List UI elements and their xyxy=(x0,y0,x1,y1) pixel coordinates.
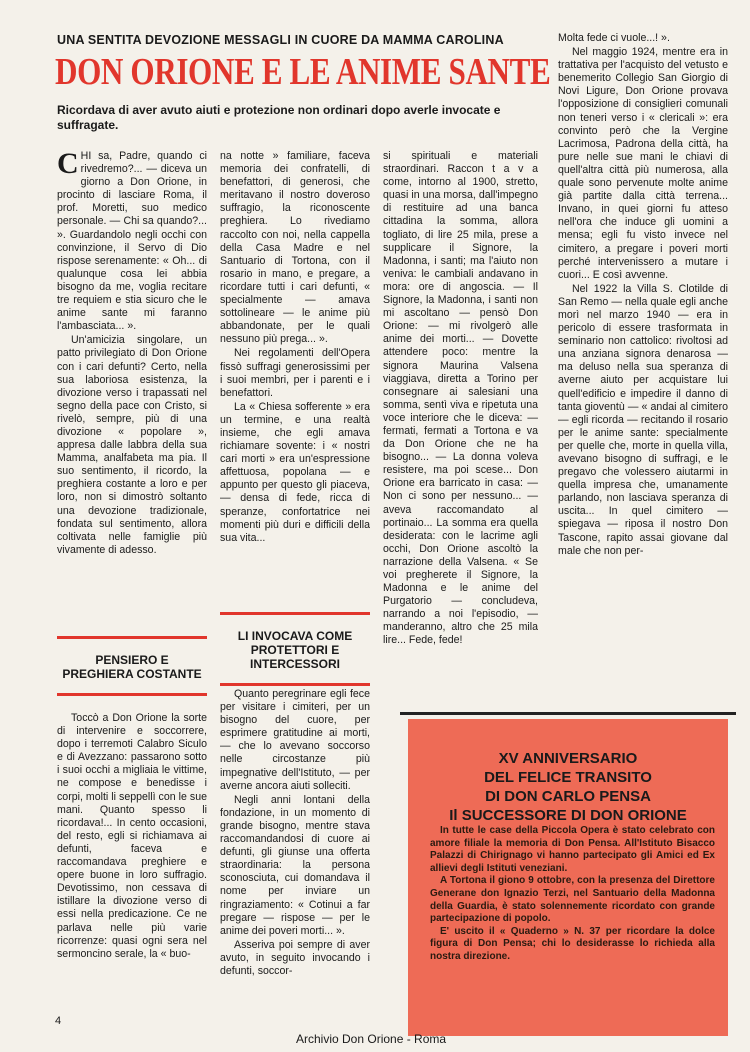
box-body xyxy=(430,825,715,964)
paragraph: Asseriva poi sempre di aver avuto, in seguito invocando i defunti, soccor- xyxy=(220,938,370,977)
section-heading-2 xyxy=(220,612,370,686)
box-title-line: DI DON CARLO PENSA xyxy=(485,788,651,805)
box-title-line: Il SUCCESSORE DI DON ORIONE xyxy=(449,807,687,824)
paragraph: Nei regolamenti dell'Opera fissò suffragi generosissimi per i suoi membri, per i parenti e i benefattori. xyxy=(220,347,370,399)
paragraph: Toccò a Don Orione la sorte di intervenire e soccorrere, dopo i terremoti Calabro Siculo e di Avezzano: passarono sotto i suoi occhi a migliaia le vittime, ne compose e benedisse i corpi, molti li seppellì con le sue mani. Quanto spesso li ricordava!... In cento occasioni, del resto, egli si richiamava ai defunti, faceva e raccomandava preghiere e opere buone in loro suffragio. Devotissimo, non cessava di istillare la divozione verso di essi nella predicazione. Ce ne parlava nelle più varie ricorrenze: quasi ogni sera nel sermoncino serale, la « buo- xyxy=(57,712,207,960)
box-paragraph: A Tortona il giono 9 ottobre, con la presenza del Direttore Generane don Ignazio Terzi, nel Santuario della Madonna della Guardia, è stato solennemente ricordato con grande partecipazione di popolo. xyxy=(430,875,715,925)
paragraph: Molta fede ci vuole...! ». xyxy=(558,32,670,44)
box-top-border xyxy=(400,712,736,715)
paragraph xyxy=(57,150,207,333)
paragraph: Nel 1922 la Villa S. Clotilde di San Remo — nella quale egli anche morì nel marzo 1940 — era in pericolo di essere trasformata in seminario non cattolico: rivoltosi ad una anziana signora denarosa — ma deluso nella sua speranza di averne aiuto per acquistare lui quell'edificio e impedire il danno di tanta gioventù — « andai al cimitero — egli ricorda — recitando il rosario per le anime sante: specialmente per quelle che, morte in quella villa, avevano bisogno di suffragi, e le pregavo che volessero aiutarmi in quella impresa che, umanamente parlando, non lasciava speranza di uscita... In quel cimitero — spiegava — riposa il nostro Don Tascone, rapito assai giovane dal male che non per- xyxy=(558,282,728,557)
section-title: PENSIERO E PREGHIERA COSTANTE xyxy=(62,653,202,681)
article-column-1 xyxy=(57,150,207,638)
paragraph: Negli anni lontani della fondazione, in un momento di grande bisogno, mentre stava raccomandandosi di cuore ai defunti, gli giunse una offerta straordinaria: la persona sconosciuta, cui domandava il nome per inviare un ringraziamento: « Cotinui a far pregare — rispose — per le anime dei poveri morti... ». xyxy=(220,793,370,937)
archive-caption: Archivio Don Orione - Roma xyxy=(296,1032,447,1046)
box-paragraph: E' uscito il « Quaderno » N. 37 per ricordare la dolce figura di Don Pensa; chi lo desiderasse lo richieda alla nostra direzione. xyxy=(430,925,715,962)
article-column-1b xyxy=(57,712,207,1008)
paragraph: Un'amicizia singolare, un patto privilegiato di Don Orione con i cari defunti? Certo, nella sua laboriosa esistenza, la divozione verso i trapassati nel segno della pace con Cristo, si rivelò, sempre, più di una divozione « popolare », appresa dalle labbra della sua Mamma, analfabeta ma pia. Il suo sentimento, il ricordo, la preghiera costante a loro e per loro, non si dimostrò soltanto una devozione tradizionale, fondata sul sentimento, allora coltivata nelle famiglie più vivamente di adesso. xyxy=(57,334,207,556)
box-paragraph: In tutte le case della Piccola Opera è stato celebrato con amore filiale la memoria di Don Pensa. All'Istituto Bisacco Palazzi di Chirignago vi hanno partecipato gli Amici ed Ex allievi degli Istituti veneziani. xyxy=(430,825,715,874)
paragraph-text: HI sa, Padre, quando ci rivedremo?... — diceva un giorno a Don Orione, in procinto di lasciare Roma, il prof. Moretti, suo medico personale. — Chi sa quando?... ». Guardandolo negli occhi con convinzione, il Servo di Dio rispose serenamente: « Oh... di qualunque cosa lei abbia bisogno da me, voglia recitare tre requiem e stia sicuro che le anime sante mi faranno l'ambasciata... ». xyxy=(57,150,207,333)
box-title xyxy=(408,749,728,825)
box-title-line: XV ANNIVERSARIO xyxy=(498,750,638,767)
drop-cap: C xyxy=(57,150,79,180)
paragraph: Quanto peregrinare egli fece per visitare i cimiteri, per un bisogno del cuore, per esprimere gratitudine ai morti, — che lo avevano soccorso nelle circostanze più impegnative dell'Istituto, — per averne ancora aiuti solleciti. xyxy=(220,688,370,792)
anniversary-box xyxy=(408,719,728,1036)
page-number: 4 xyxy=(55,1015,62,1027)
kicker: UNA SENTITA DEVOZIONE MESSAGLI IN CUORE DA MAMMA CAROLINA xyxy=(57,33,504,47)
subtitle: Ricordava di aver avuto aiuti e protezione non ordinari dopo averle invocate e suffragate. xyxy=(57,103,501,132)
article-column-4 xyxy=(558,32,728,694)
paragraph: na notte » familiare, faceva memoria dei confratelli, di benefattori, di generosi, che meritavano il nostro doveroso suffragio, la riconoscente preghiera. Lo rivediamo raccolto con noi, nella cappella della Casa Madre e nel Santuario di Tortona, con il rosario in mano, e pregare, a ricordare tutti i cari defunti, « specialmente — amava sottolineare — le anime più abbandonate, per le quali nessuno più prega... ». xyxy=(220,150,370,346)
article-column-2b xyxy=(220,688,370,1008)
divider xyxy=(57,693,207,696)
section-heading-1 xyxy=(57,636,207,696)
divider xyxy=(220,683,370,686)
article-column-3 xyxy=(383,150,538,690)
paragraph: si spirituali e materiali straordinari. Raccon t a v a come, intorno al 1900, stretto, quasi in una morsa, dall'impegno di restituire ad una banca cittadina la somma, allora togliato, di lire 25 mila, prese a supplicare il Signore, la Madonna, i santi; ma l'aiuto non veniva: le cambiali andavano in mora: ore di angoscia. — Il Signore, la Madonna, i santi non mi ascoltano — pensò Don Orione: — mi rivolgerò alle anime dei morti... — Dovette attendere poco: mentre la signora Maurina Valsena viaggiava, diretta a Torino per consegnare ai salesiani una somma, sentì viva e ripetuta una voce interiore che le diceva: — fermati, fermati a Tortona e va da Don Orione che ne ha bisogno... — La donna voleva resistere, ma poi scese... Don Orione era barricato in casa: — Non ci sono per nessuno... — aveva raccomandato al portinaio... La somma era quella desiderata: con le lacrime agli occhi, Don Orione ascoltò la narrazione della Valsena. « Se voi pregherete il Signore, la Madonna e le anime del Purgatorio — concludeva, narrando a noi l'episodio, — manderanno, altro che 25 mila lire... Fede, fede! xyxy=(383,150,538,647)
page-title: DON ORIONE E LE ANIME SANTE xyxy=(55,51,551,93)
box-title-line: DEL FELICE TRANSITO xyxy=(484,769,652,786)
paragraph: Nel maggio 1924, mentre era in trattativa per l'acquisto del vetusto e benemerito Collegio San Giorgio di Novi Ligure, Don Orione provava l'opposizione di consiglieri comunali non teneri verso i « clericali »: era convinto però che la Vergine Lacrimosa, Padrona della città, ha pure nelle sue mani le chiavi di quell'altra città più numerosa, alla quale sono pervenute molte anime già partite dalla città terrena... Invano, in quei giorni fu atteso nell'ora che induce gli uomini a mensa; egli fu visto invece nel cimitero, a pregare i poveri morti perché intervenissero a mutare i cuori... E così avvenne. xyxy=(558,46,728,281)
paragraph: La « Chiesa sofferente » era un termine, e una realtà insieme, che egli amava richiamare sovente: i « nostri cari morti » era un'espressione affettuosa, popolana — e appunto per questo gli piaceva, — densa di fede, ricca di speranze, confortatrice nei momenti più duri e difficili della sua vita... xyxy=(220,400,370,544)
article-column-2 xyxy=(220,150,370,600)
section-title: LI INVOCAVA COME PROTETTORI E INTERCESSORI xyxy=(237,629,353,671)
